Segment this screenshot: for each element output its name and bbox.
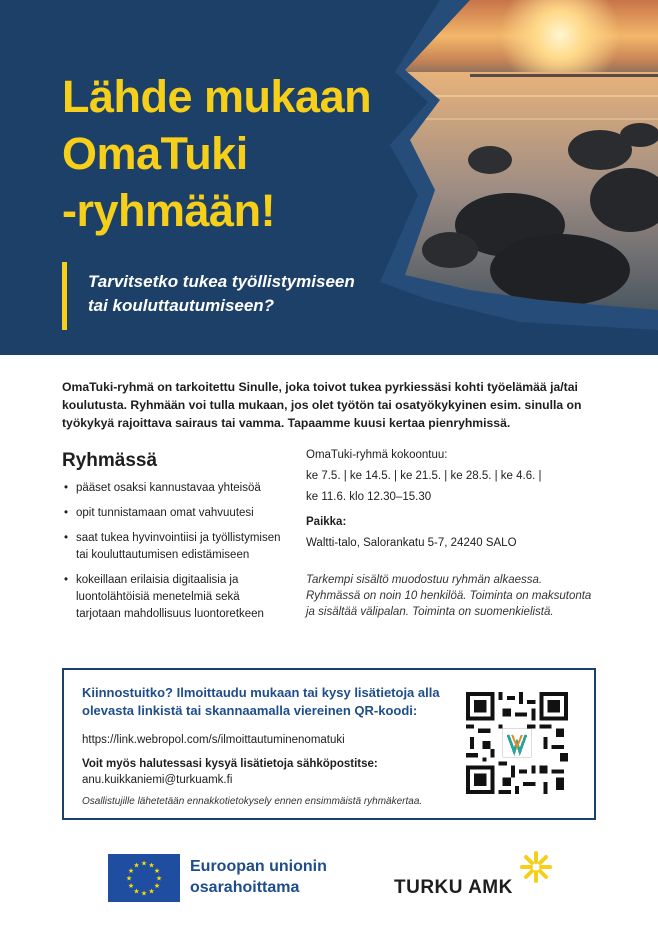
eu-star: ★: [133, 888, 140, 896]
eu-star: ★: [127, 883, 135, 890]
intro-paragraph: OmaTuki-ryhmä on tarkoitettu Sinulle, joka toivot tukea pyrkiessäsi kohti työelämää ja/tai koulutusta. Ryhmään voi tulla mukaan, jos olet työtön tai osatyökykyinen esim. sinulla on työkykyä rajoittava sairaus tai vamma. Tapaamme kuusi kertaa pienryhmissä.: [62, 380, 582, 430]
schedule-dates: ke 11.6. klo 12.30–15.30: [306, 491, 432, 503]
eu-star: ★: [148, 888, 155, 896]
eu-star: ★: [140, 890, 148, 898]
contact-footnote: Osallistujille lähetetään ennakkotietokysely ennen ensimmäistä ryhmäkertaa.: [82, 796, 423, 807]
eu-star: ★: [127, 868, 135, 875]
list-item: • pääset osaksi kannustavaa yhteisöä: [62, 480, 282, 497]
registration-link[interactable]: https://link.webropol.com/s/ilmoittautuminenomatuki: [82, 734, 345, 746]
place-address: Waltti-talo, Salorankatu 5-7, 24240 SALO: [306, 537, 517, 549]
hero-accent-bar: [62, 262, 67, 330]
turku-amk-logo-text: TURKU AMK: [394, 877, 513, 898]
hero-subtitle-line: Tarvitsetko tukea työllistymiseen: [88, 272, 355, 291]
schedule-dates: ke 7.5. | ke 14.5. | ke 21.5. | ke 28.5. | ke 4.6. |: [306, 470, 542, 482]
eu-star: ★: [148, 862, 155, 870]
contact-email[interactable]: anu.kuikkaniemi@turkuamk.fi: [82, 774, 233, 786]
benefits-list: [62, 480, 282, 623]
hero-title: [62, 68, 371, 239]
list-item: • kokeillaan erilaisia digitaalisia ja luontolähtöisiä menetelmiä sekä tarjotaan mahdollisuus luontoretkeen: [62, 572, 282, 623]
list-item: • saat tukea hyvinvointiisi ja työllistymisen tai kouluttautumisen edistämiseen: [62, 530, 282, 564]
eu-star: ★: [153, 883, 161, 890]
eu-star: ★: [133, 862, 140, 870]
eu-star: ★: [125, 875, 133, 883]
list-item: • opit tunnistamaan omat vahvuutesi: [62, 505, 282, 522]
schedule-intro: OmaTuki-ryhmä kokoontuu:: [306, 449, 448, 461]
contact-heading: Kiinnostuitko? Ilmoittaudu mukaan tai kysy lisätietoja alla olevasta linkistä tai skannaamalla viereinen QR-koodi:: [82, 685, 440, 718]
eu-funding-line: osarahoittama: [190, 879, 300, 896]
hero-subtitle: [88, 270, 355, 318]
schedule-info: [306, 445, 596, 620]
contact-box: [62, 668, 596, 820]
eu-funding-line: Euroopan unionin: [190, 858, 327, 875]
hero-title-line: OmaTuki: [62, 128, 248, 179]
group-benefits: [62, 450, 282, 631]
hero-banner: [0, 0, 658, 355]
eu-star: ★: [140, 860, 148, 868]
place-label: Paikka:: [306, 516, 347, 528]
contact-more-info: Voit myös halutessasi kysyä lisätietoja sähköpostitse:: [82, 758, 378, 770]
group-heading: Ryhmässä: [62, 450, 158, 471]
eu-funding-text: [190, 856, 327, 898]
hero-title-line: -ryhmään!: [62, 185, 276, 236]
schedule-note: Tarkempi sisältö muodostuu ryhmän alkaessa. Ryhmässä on noin 10 henkilöä. Toiminta on maksutonta ja sisältää välipalan. Toiminta on suomenkielistä.: [306, 574, 592, 618]
qr-code-icon[interactable]: [466, 692, 568, 794]
turku-amk-star-icon: [520, 851, 552, 883]
eu-flag-icon: [108, 854, 180, 902]
eu-star: ★: [153, 868, 161, 875]
eu-star: ★: [155, 875, 163, 883]
hero-subtitle-line: tai kouluttautumiseen?: [88, 296, 275, 315]
hero-title-line: Lähde mukaan: [62, 71, 372, 122]
